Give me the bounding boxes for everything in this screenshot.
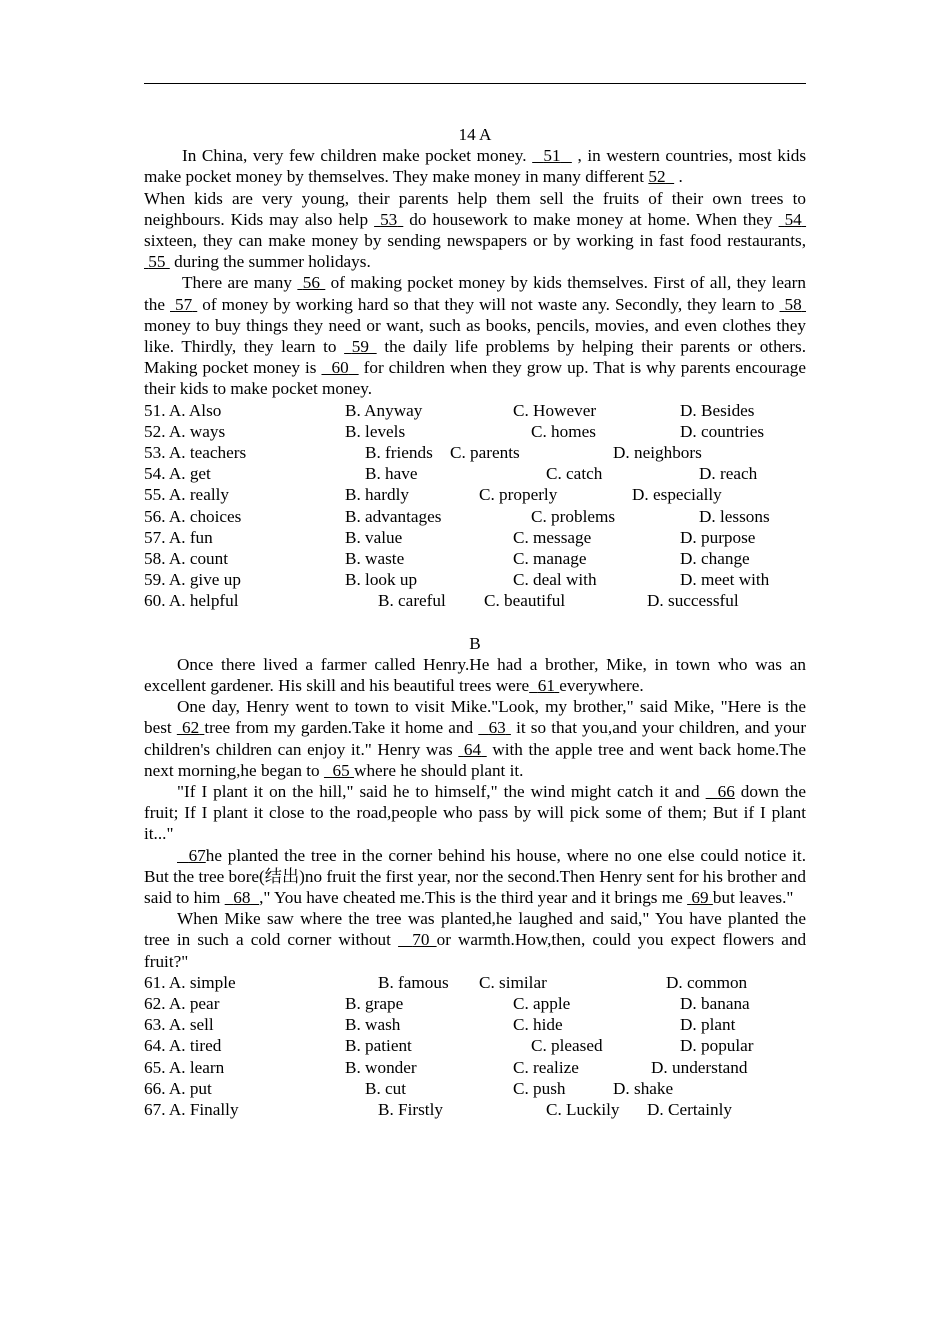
question-53: 53. A. teachers B. friends C. parents D. neighbors bbox=[144, 443, 702, 463]
blank-60: 60 bbox=[331, 358, 349, 378]
question-61: 61. A. simple B. famous C. similar D. common bbox=[144, 972, 748, 992]
blank-52: 52 bbox=[648, 167, 666, 187]
question-58: 58. A. count B. waste C. manage D. change bbox=[144, 548, 750, 568]
question-51: 51. A. Also B. Anyway C. However D. Besides bbox=[144, 400, 755, 420]
question-52: 52. A. ways B. levels C. homes D. countries bbox=[144, 421, 765, 441]
blank-61: 61 bbox=[537, 675, 555, 695]
blank-56: 56 bbox=[302, 273, 320, 293]
blank-57: 57 bbox=[175, 294, 193, 314]
question-64: 64. A. tired B. patient C. pleased D. popular bbox=[144, 1036, 754, 1056]
question-67: 67. A. Finally B. Firstly C. Luckily D. Certainly bbox=[144, 1099, 732, 1119]
section-a-title: 14 A bbox=[458, 125, 492, 144]
question-65: 65. A. learn B. wonder C. realize D. understand bbox=[144, 1057, 748, 1077]
question-56: 56. A. choices B. advantages C. problems D. lessons bbox=[144, 506, 770, 526]
blank-62: 62 bbox=[182, 718, 200, 738]
question-55: 55. A. really B. hardly C. properly D. especially bbox=[144, 485, 722, 505]
header-rule bbox=[144, 83, 806, 84]
blank-65: 65 bbox=[332, 760, 350, 780]
blank-63: 63 bbox=[488, 718, 506, 738]
question-63: 63. A. sell B. wash C. hide D. plant bbox=[144, 1015, 736, 1035]
section-b-paragraph-3: "If I plant it on the hill," said he to himself," the wind might catch it and 66 down the fruit; If I plant it close to the road,people who pass by will pick some of them; But if I plant it..." bbox=[144, 781, 806, 844]
blank-68: 68 bbox=[233, 887, 251, 907]
question-62: 62. A. pear B. grape C. apple D. banana bbox=[144, 993, 750, 1013]
blank-64: 64 bbox=[463, 739, 482, 759]
blank-66: 66 bbox=[717, 781, 735, 801]
section-b-paragraph-5: When Mike saw where the tree was planted,he laughed and said," You have planted the tree in such a cold corner without 70 or warmth.How,then, could you expect flowers and fruit?" bbox=[144, 909, 807, 971]
blank-70: 70 bbox=[412, 930, 430, 950]
section-a-paragraph-1: In China, very few children make pocket money. 51 , in western countries, most kids make pocket money by themselves. They make money in many different 52 . bbox=[144, 146, 807, 187]
question-66: 66. A. put B. cut C. push D. shake bbox=[144, 1078, 674, 1098]
blank-53: 53 bbox=[380, 209, 398, 229]
section-a-paragraph-2: When kids are very young, their parents help them sell the fruits of their own trees to neighbours. Kids may also help 53 do housework to make money at home. When they 54 sixteen, they can make money by sending newspapers or by working in fast food restaurants, 55 during the summer holidays. bbox=[144, 188, 806, 272]
section-b-paragraph-4: 67he planted the tree in the corner behind his house, where no one else could notice it. But the tree bore(结出)no fruit the first year, nor the second.Then Henry sent for his brother and said to him 68 ," You have cheated me.This is the third year and it brings me 69 but leaves." bbox=[144, 845, 807, 907]
question-54: 54. A. get B. have C. catch D. reach bbox=[144, 464, 758, 484]
section-b-paragraph-2: One day, Henry went to town to visit Mike."Look, my brother," said Mike, "Here is the best 62 tree from my garden.Take it home and 63 it so that you,and your children, and your children's children can enjoy it." Henry was 64 with the apple tree and went back home.The next morning,he began to 65 where he should plant it. bbox=[144, 697, 807, 780]
blank-55: 55 bbox=[148, 252, 166, 272]
section-a-paragraph-3: There are many 56 of making pocket money by kids themselves. First of all, they learn the 57 of money by working hard so that they will not waste any. Secondly, they learn to 58 money to buy things they need or want, such as books, pencils, movies, and even clothes they like. Thirdly, they learn to 59 the daily life problems by helping their parents or others. Making pocket money is 60 for children when they grow up. That is why parents encourage their kids to make pocket money. bbox=[144, 273, 807, 399]
section-b-options bbox=[144, 972, 806, 1120]
blank-69: 69 bbox=[691, 887, 709, 907]
section-b-paragraph-1: Once there lived a farmer called Henry.He had a brother, Mike, in town who was an excellent gardener. His skill and his beautiful trees were 61 everywhere. bbox=[144, 654, 806, 695]
blank-51: 51 bbox=[543, 146, 561, 166]
question-57: 57. A. fun B. value C. message D. purpose bbox=[144, 527, 756, 547]
question-59: 59. A. give up B. look up C. deal with D. meet with bbox=[144, 570, 770, 590]
section-b-title: B bbox=[469, 633, 481, 653]
blank-67: 67 bbox=[188, 845, 206, 865]
section-a-options bbox=[144, 400, 806, 612]
document-body bbox=[144, 124, 806, 1120]
question-60: 60. A. helpful B. careful C. beautiful D. successful bbox=[144, 591, 739, 611]
blank-58: 58 bbox=[784, 294, 802, 314]
blank-54: 54 bbox=[784, 209, 802, 229]
blank-59: 59 bbox=[351, 337, 369, 357]
